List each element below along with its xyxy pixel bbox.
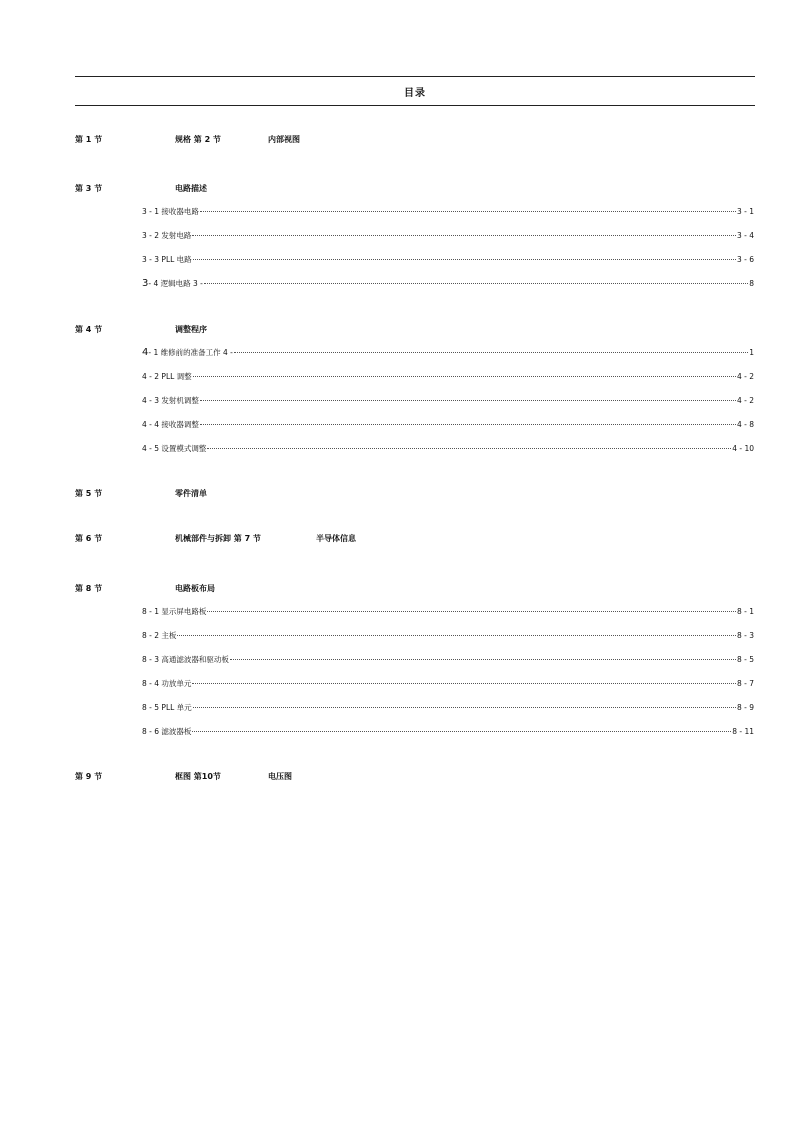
toc-entry-3-3[interactable] [142,255,754,265]
toc-entry-4-2[interactable] [142,372,754,382]
dot-leader [200,424,736,425]
toc-entry-4-5[interactable] [142,444,754,454]
entry-page: 8 - 9 [736,703,754,712]
entry-number: 4 - 3 [142,396,160,405]
section-title: 电路板布局 [175,584,215,593]
dot-leader [192,683,736,684]
section-number: 第 4 节 [75,325,103,334]
entry-label: 发射电路 [161,231,192,240]
toc-entry-8-6[interactable] [142,727,754,737]
entry-number: 3 - 1 [142,207,160,216]
entry-page: 8 - 5 [736,655,754,664]
toc-entry-4-4[interactable] [142,420,754,430]
entry-label: PLL 电路 [161,255,192,264]
entry-number: 4 - 5 [142,444,160,453]
dot-leader [193,707,736,708]
section-title-2: 半导体信息 [316,534,356,543]
entry-number: 3 - 2 [142,231,160,240]
entry-label: 显示屏电路板 [161,607,207,616]
entry-number: 8 - 4 [142,679,160,688]
entry-number: 3 - 3 [142,255,160,264]
entry-label: - 4 逻辑电路 3 - [148,279,203,288]
entry-page: 3 - 6 [736,255,754,264]
entry-page: 4 - 8 [736,420,754,429]
entry-label: 设置模式调整 [161,444,207,453]
entry-label: 高通滤波器和驱动板 [161,655,229,664]
dot-leader [192,235,736,236]
toc-entry-8-5[interactable] [142,703,754,713]
entry-label: - 1 维修前的准备工作 4 - [148,348,233,357]
top-rule [75,76,755,77]
toc-entry-8-1[interactable] [142,607,754,617]
entry-number: 8 - 6 [142,727,160,736]
entry-number: 8 - 3 [142,655,160,664]
section-number: 第 9 节 [75,772,103,781]
entry-number: 4 - 2 [142,372,160,381]
entry-page: 1 [749,348,754,357]
toc-entry-3-2[interactable] [142,231,754,241]
entry-label: 接收器电路 [161,207,199,216]
toc-entry-4-3[interactable] [142,396,754,406]
entry-page: 8 - 11 [732,727,754,736]
dot-leader [207,611,736,612]
dot-leader [200,211,736,212]
dot-leader [177,635,736,636]
section-number: 第 6 节 [75,534,103,543]
section-number: 第 3 节 [75,184,103,193]
section-title: 电路描述 [175,184,207,193]
section-number: 第 1 节 [75,135,103,144]
title-underline [75,105,755,106]
section-title: 零件清单 [175,489,207,498]
toc-entry-8-4[interactable] [142,679,754,689]
dot-leader [230,659,736,660]
entry-page: 4 - 2 [736,396,754,405]
section-number: 第 5 节 [75,489,103,498]
section-title-2: 电压图 [268,772,292,781]
toc-entry-8-2[interactable] [142,631,754,641]
entry-label: 滤波器板 [161,727,192,736]
section-number: 第 8 节 [75,584,103,593]
entry-number: 4 - 4 [142,420,160,429]
dot-leader [200,400,736,401]
entry-label: 发射机调整 [161,396,199,405]
entry-number: 8 - 5 [142,703,160,712]
section-title: 规格 第 2 节 [175,135,221,144]
section-title: 框图 第10节 [175,772,221,781]
dot-leader [193,376,736,377]
entry-number: 8 - 2 [142,631,160,640]
dot-leader [193,259,736,260]
entry-label: 接收器调整 [161,420,199,429]
toc-entry-4-1[interactable] [142,348,754,358]
entry-label: PLL 调整 [161,372,192,381]
entry-page: 3 - 4 [736,231,754,240]
toc-title: 目录 [404,88,426,99]
entry-label: 主板 [161,631,177,640]
entry-page: 3 - 1 [736,207,754,216]
section-title-2: 内部视图 [268,135,300,144]
toc-entry-3-4[interactable] [142,279,754,289]
entry-page: 8 - 1 [736,607,754,616]
dot-leader [204,283,748,284]
entry-label: PLL 单元 [161,703,192,712]
entry-number: 3 [142,278,149,289]
entry-page: 8 [749,279,754,288]
entry-number: 8 - 1 [142,607,160,616]
entry-page: 4 - 10 [732,444,754,453]
entry-page: 8 - 7 [736,679,754,688]
toc-entry-3-1[interactable] [142,207,754,217]
entry-number: 4 [142,347,149,358]
dot-leader [192,731,731,732]
dot-leader [207,448,731,449]
entry-page: 8 - 3 [736,631,754,640]
section-title: 机械部件与拆卸 第 7 节 [175,534,261,543]
dot-leader [234,352,748,353]
toc-entry-8-3[interactable] [142,655,754,665]
entry-label: 功放单元 [161,679,192,688]
section-title: 调整程序 [175,325,207,334]
entry-page: 4 - 2 [736,372,754,381]
